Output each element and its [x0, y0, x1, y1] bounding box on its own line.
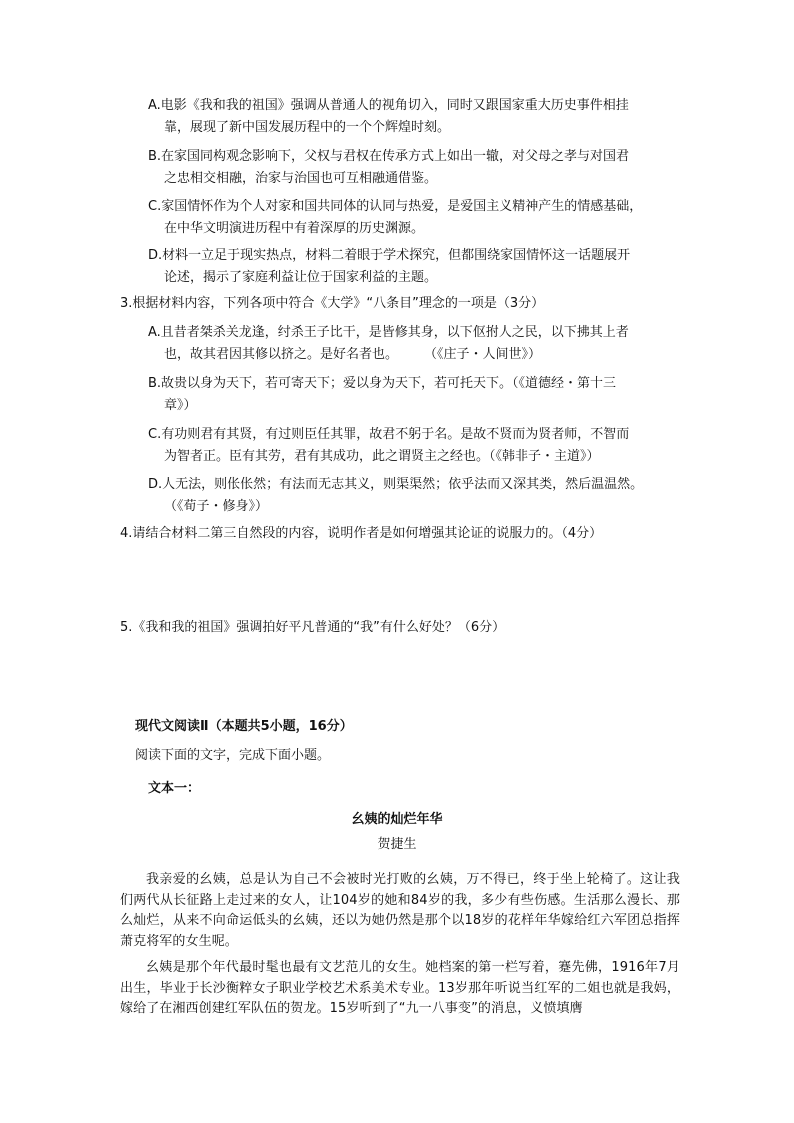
option-line: A.电影《我和我的祖国》强调从普通人的视角切入，同时又跟国家重大历史事件相挂	[148, 98, 629, 113]
article-title: 幺姨的灿烂年华	[351, 812, 443, 827]
option-line: 靠，展现了新中国发展历程中的一个个辉煌时刻。	[164, 120, 451, 135]
option-line: 章》）	[164, 398, 197, 413]
option-line: （《荀子・修身》）	[164, 499, 269, 514]
section-instruction: 阅读下面的文字，完成下面小题。	[135, 748, 331, 763]
option-line: 论述，揭示了家庭利益让位于国家利益的主题。	[164, 270, 438, 285]
q2-option-d	[148, 245, 630, 289]
q3-option-d	[148, 474, 643, 518]
option-line: C.有功则君有其贤，有过则臣任其罪，故君不躬于名。是故不贤而为贤者师，不智而	[148, 427, 630, 442]
q2-option-c	[148, 196, 642, 240]
option-line: 在中华文明演进历程中有着深厚的历史渊源。	[164, 221, 425, 236]
option-line: B.在家国同构观念影响下，父权与君权在传承方式上如出一辙，对父母之孝与对国君	[148, 149, 630, 164]
question-5: 5.《我和我的祖国》强调拍好平凡普通的“我”有什么好处？（6分）	[120, 620, 506, 635]
q2-option-b	[148, 146, 629, 190]
text-label: 文本一：	[148, 781, 201, 796]
article-paragraph: 我亲爱的幺姨，总是认为自己不会被时光打败的幺姨，万不得已，终于坐上轮椅了。这让我们两代从长征路上走过来的女人，让104岁的她和84岁的我，多少有些伤感。生活那么漫长、那么灿烂，从来不向命运低头的幺姨，还以为她仍然是那个以18岁的花样年华嫁给红六军团总指挥萧克将军的女生呢。	[120, 872, 680, 949]
option-line: 为智者正。臣有其劳，君有其成功，此之谓贤主之经也。（《韩非子・主道》）	[164, 449, 600, 464]
option-line: 也，故其君因其修以挤之。是好名者也。 （《庄子・人间世》）	[164, 347, 542, 362]
question-3-stem: 3.根据材料内容，下列各项中符合《大学》“八条目”理念的一项是（3分）	[120, 296, 545, 311]
q2-option-a	[148, 95, 629, 139]
section-title: 现代文阅读Ⅱ（本题共5小题，16分）	[135, 719, 353, 734]
option-line: D.人无法，则伥伥然；有法而无志其义，则渠渠然；依乎法而又深其类，然后温温然。	[148, 477, 644, 492]
question-4: 4.请结合材料二第三自然段的内容，说明作者是如何增强其论证的说服力的。（4分）	[120, 526, 603, 541]
article-paragraph: 幺姨是那个年代最时髦也最有文艺范儿的女生。她档案的第一栏写着，蹇先佛，1916年7月出生，毕业于长沙衡粹女子职业学校艺术系美术专业。13岁那年听说当红军的二姐也就是我妈，嫁给了在湘西创建红军队伍的贺龙。15岁听到了“九一八事变”的消息，义愤填膺	[120, 960, 680, 1016]
option-line: D.材料一立足于现实热点，材料二着眼于学术探究，但都围绕家国情怀这一话题展开	[148, 248, 631, 263]
q3-option-c	[148, 424, 629, 468]
article-author: 贺捷生	[377, 837, 417, 852]
option-line: A.且昔者桀杀关龙逢，纣杀王子比干，是皆修其身，以下伛拊人之民，以下拂其上者	[148, 325, 629, 340]
option-line: B.故贵以身为天下，若可寄天下；爱以身为天下，若可托天下。（《道德经・第十三	[148, 376, 617, 391]
q3-option-b	[148, 373, 616, 417]
q3-option-a	[148, 322, 629, 366]
option-line: C.家国情怀作为个人对家和国共同体的认同与热爱，是爱国主义精神产生的情感基础，	[148, 199, 643, 214]
option-line: 之忠相交相融，治家与治国也可互相融通借鉴。	[164, 171, 438, 186]
